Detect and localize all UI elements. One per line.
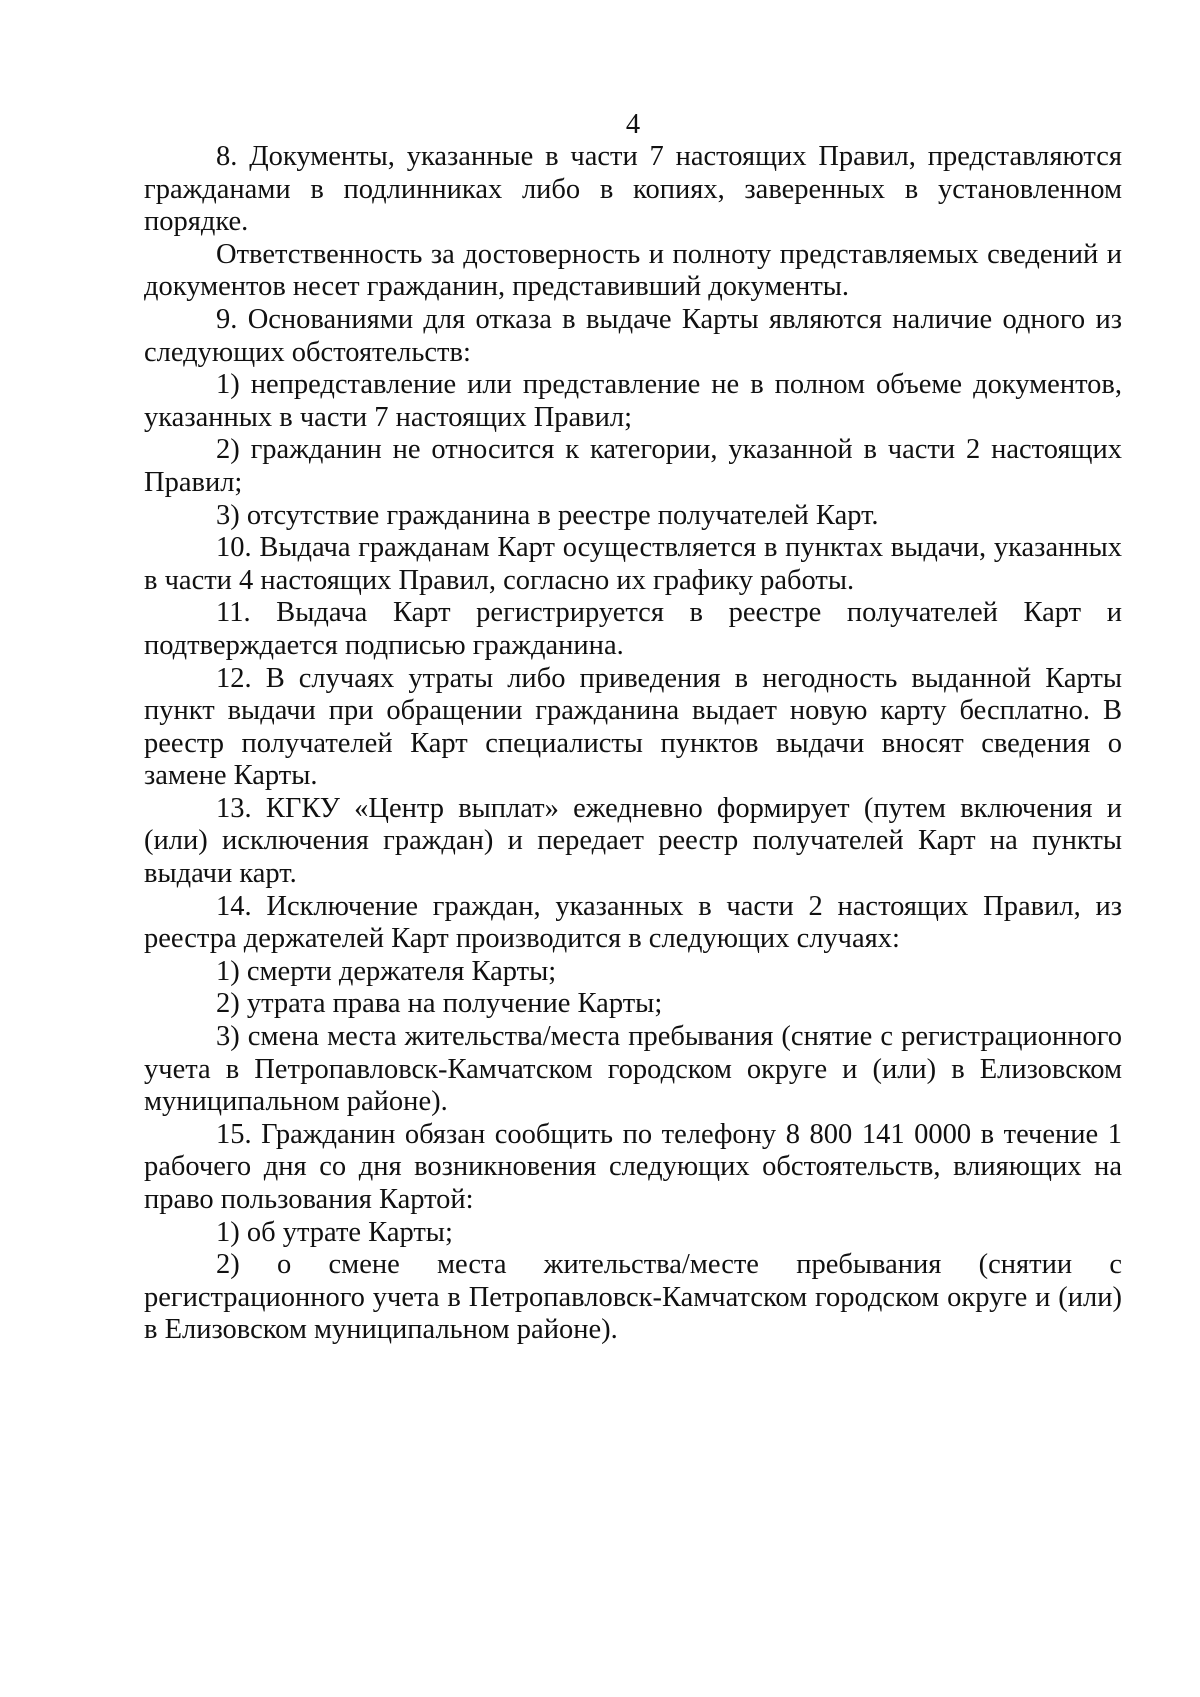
paragraph-14-item-3: 3) смена места жительства/места пребывания (снятие с регистрационного учета в Петропавловск-Камчатском городском округе и (или) в Елизовском муниципальном районе). — [144, 1021, 1122, 1118]
paragraph-9-item-3: 3) отсутствие гражданина в реестре получателей Карт. — [216, 499, 879, 531]
paragraph-14: 14. Исключение граждан, указанных в части 2 настоящих Правил, из реестра держателей Карт производится в следующих случаях: — [144, 890, 1122, 955]
paragraph-15-item-1: 1) об утрате Карты; — [216, 1216, 453, 1248]
paragraph-14-item-2: 2) утрата права на получение Карты; — [216, 988, 663, 1020]
paragraph-11: 11. Выдача Карт регистрируется в реестре получателей Карт и подтверждается подписью гражданина. — [144, 597, 1122, 661]
paragraph-9: 9. Основаниями для отказа в выдаче Карты являются наличие одного из следующих обстоятельств: — [144, 303, 1122, 368]
paragraph-15: 15. Гражданин обязан сообщить по телефону 8 800 141 0000 в течение 1 рабочего дня со дня возникновения следующих обстоятельств, влияющих на право пользования Картой: — [144, 1118, 1122, 1215]
paragraph-10: 10. Выдача гражданам Карт осуществляется в пунктах выдачи, указанных в части 4 настоящих Правил, согласно их графику работы. — [144, 532, 1122, 596]
paragraph-responsibility: Ответственность за достоверность и полноту представляемых сведений и документов несет гражданин, представивший документы. — [144, 238, 1122, 303]
paragraph-13: 13. КГКУ «Центр выплат» ежедневно формирует (путем включения и (или) исключения граждан) и передает реестр получателей Карт на пункты выдачи карт. — [144, 792, 1122, 890]
paragraph-9-item-2: 2) гражданин не относится к категории, указанной в части 2 настоящих Правил; — [144, 434, 1122, 498]
paragraph-9-item-1: 1) непредставление или представление не в полном объеме документов, указанных в части 7 настоящих Правил; — [144, 369, 1122, 433]
paragraph-12: 12. В случаях утраты либо приведения в негодность выданной Карты пункт выдачи при обращении гражданина выдает новую карту бесплатно. В реестр получателей Карт специалисты пунктов выдачи вносят сведения о замене Карты. — [144, 662, 1122, 792]
document-page — [144, 108, 1122, 1347]
paragraph-14-item-1: 1) смерти держателя Карты; — [216, 955, 557, 987]
paragraph-15-item-2: 2) о смене места жительства/месте пребывания (снятии с регистрационного учета в Петропавловск-Камчатском городском округе и (или) в Елизовском муниципальном районе). — [144, 1249, 1122, 1346]
page-number: 4 — [625, 109, 641, 140]
paragraph-8: 8. Документы, указанные в части 7 настоящих Правил, представляются гражданами в подлинниках либо в копиях, заверенных в установленном порядке. — [144, 141, 1122, 238]
